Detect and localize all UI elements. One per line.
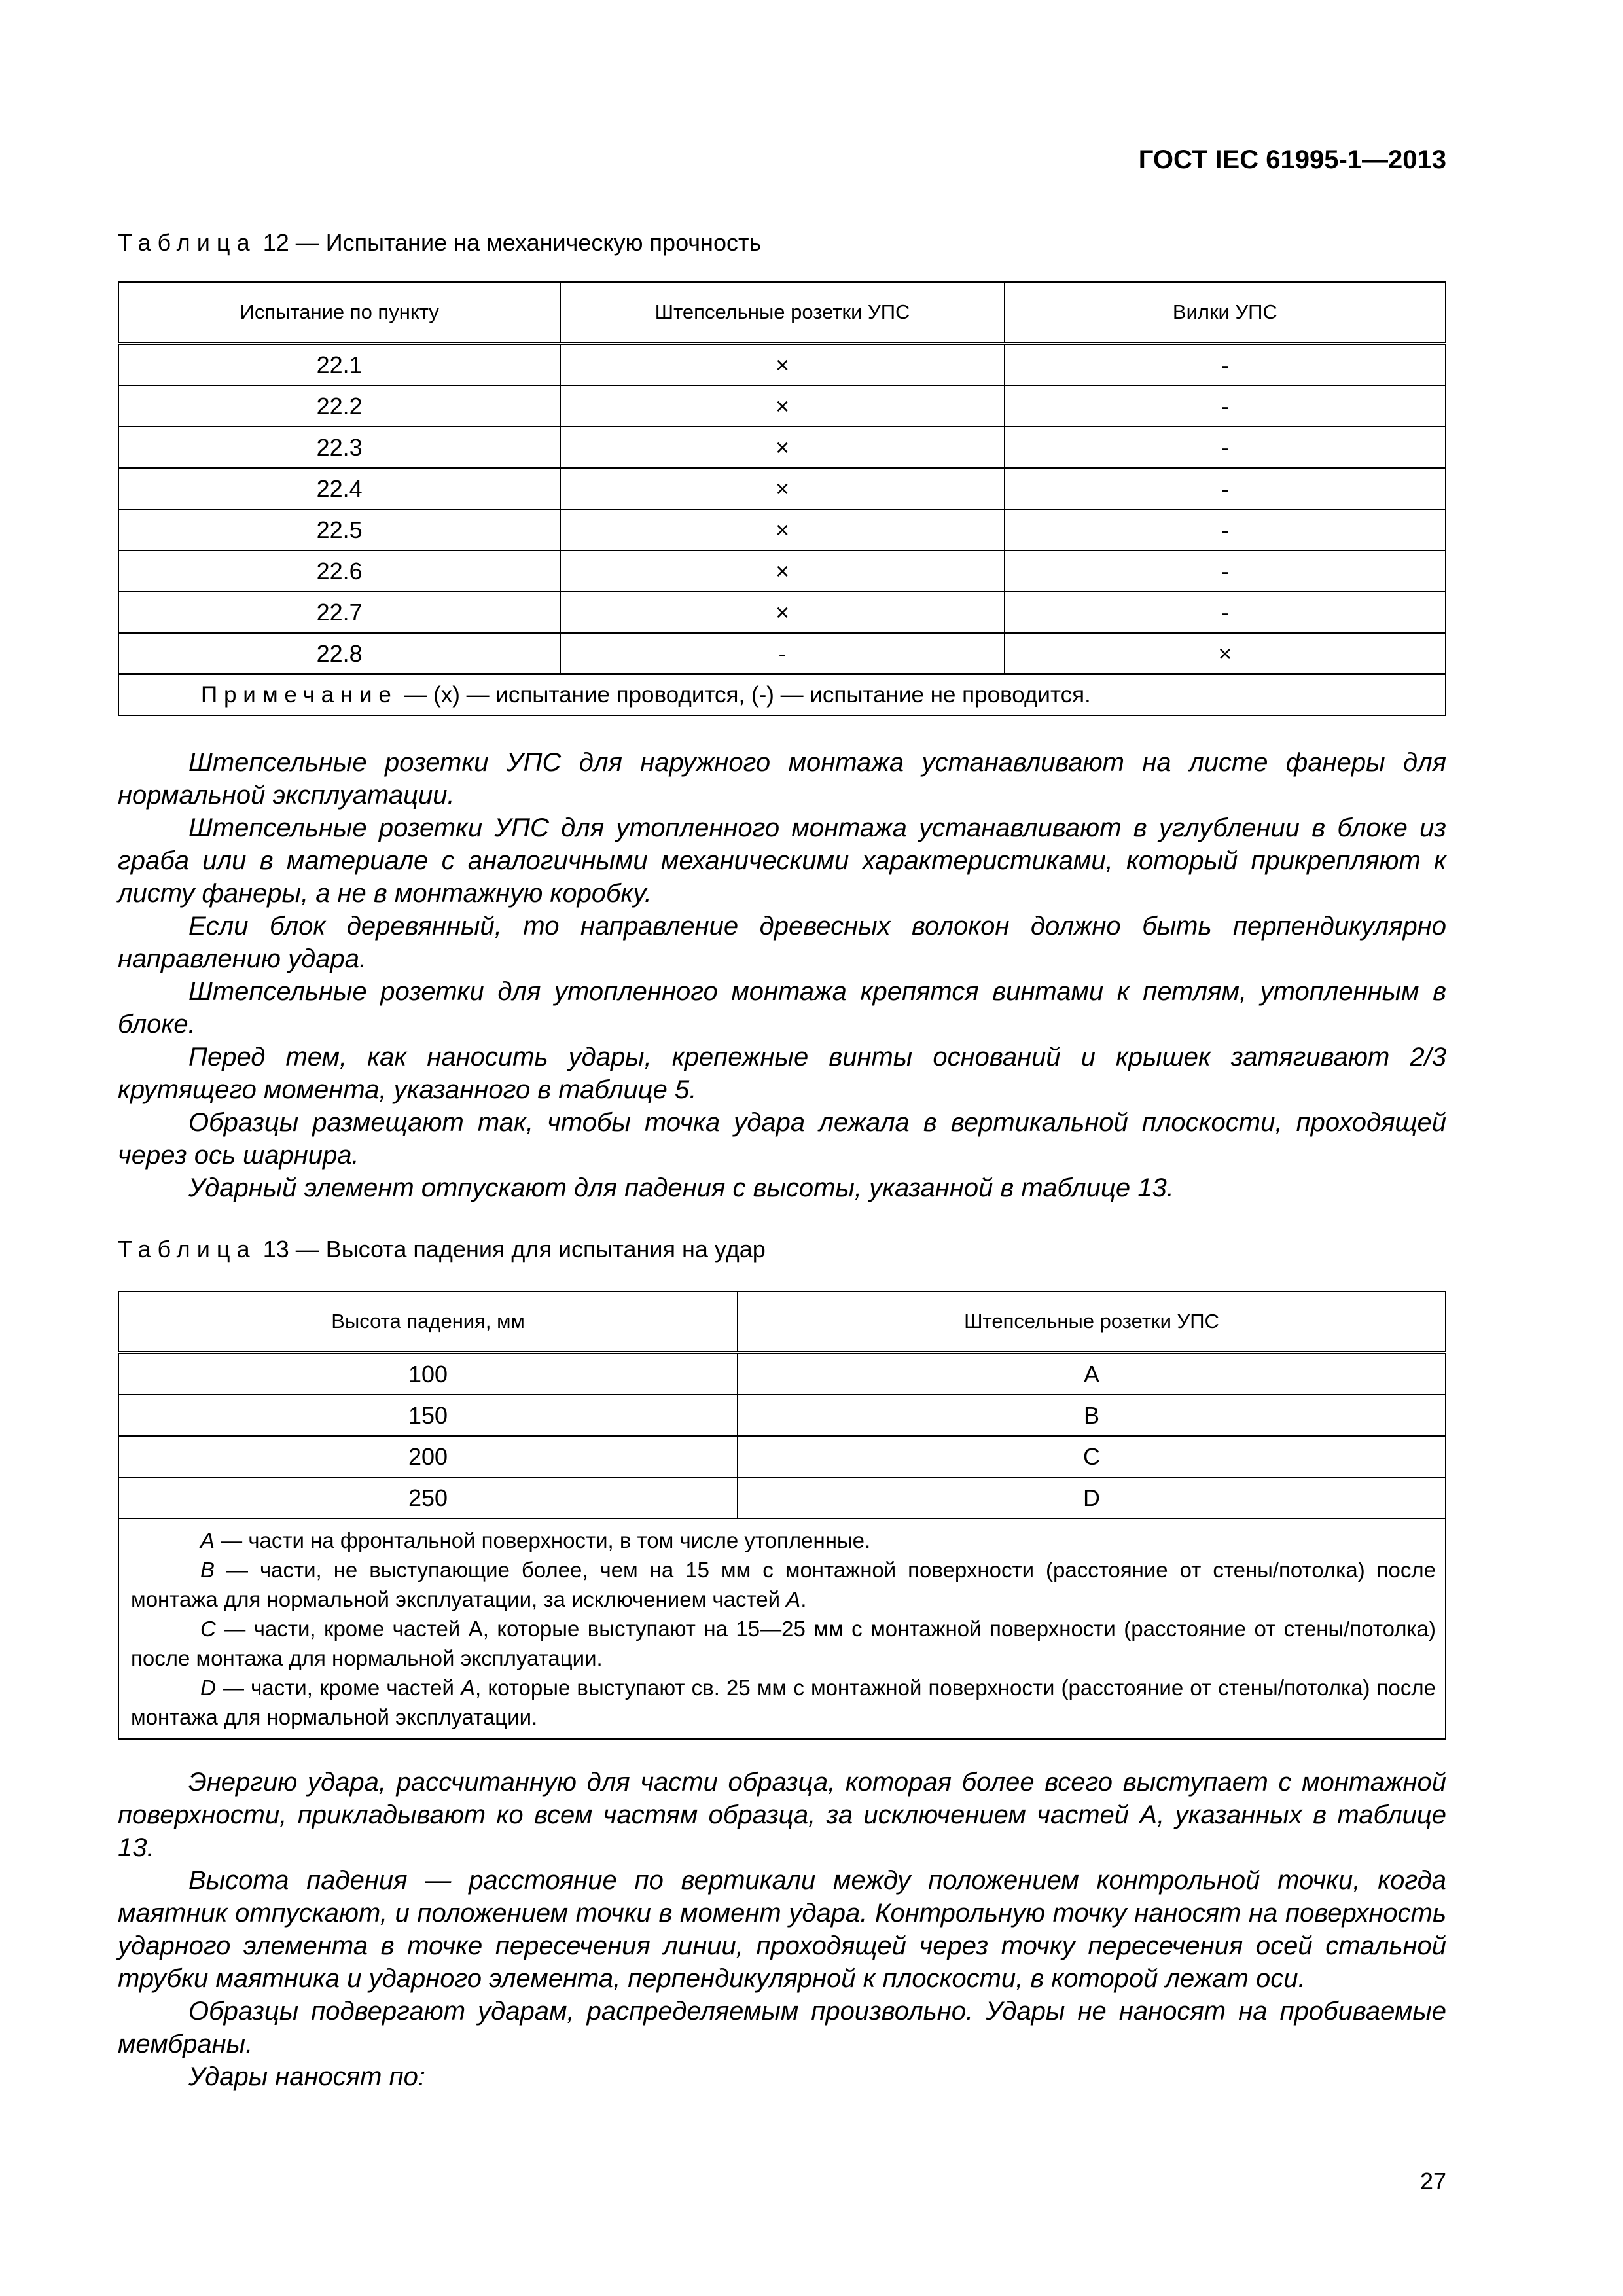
table-notes-row [118, 1518, 1446, 1739]
table-13 [118, 1291, 1446, 1740]
document-code: ГОСТ IEC 61995-1—2013 [1138, 145, 1446, 174]
table-row [118, 344, 1446, 386]
table-cell: - [1005, 427, 1446, 468]
table-row [118, 1436, 1446, 1477]
table-cell: - [560, 633, 1004, 674]
table-cell: × [560, 344, 1004, 386]
table-cell: C [738, 1436, 1446, 1477]
paragraph: Высота падения — расстояние по вертикали между положением контрольной точки, когда маятник отпускают, и положением точки в момент удара. Контрольную точку наносят на поверхность ударного элемента в точке пересечения линии, проходящей через точку пересечения осей стальной трубки маятника и ударного элемента, перпендикулярной к плоскости, в которой лежат оси. [118, 1866, 1446, 1993]
column-header: Штепсельные розетки УПС [560, 282, 1004, 344]
table-cell: × [560, 509, 1004, 550]
table-note-row [118, 674, 1446, 715]
table-cell: 22.4 [118, 468, 560, 509]
body-text-1 [118, 746, 1446, 1204]
paragraph: Перед тем, как наносить удары, крепежные винты оснований и крышек затягивают 2/3 крутящего момента, указанного в таблице 5. [118, 1043, 1446, 1104]
table-row [118, 509, 1446, 550]
table-12-caption-text: 12 — Испытание на механическую прочность [256, 229, 762, 256]
table-cell: - [1005, 509, 1446, 550]
table-cell: 22.8 [118, 633, 560, 674]
table-row [118, 1477, 1446, 1518]
table-cell: 250 [118, 1477, 738, 1518]
table-cell: - [1005, 468, 1446, 509]
note-letter: B [200, 1558, 215, 1582]
table-cell: × [560, 427, 1004, 468]
table-row [118, 550, 1446, 592]
note-line [131, 1614, 1436, 1673]
paragraph: Образцы подвергают ударам, распределяемым произвольно. Удары не наносят на пробиваемые мембраны. [118, 1997, 1446, 2058]
table-row [118, 633, 1446, 674]
table-13-caption [118, 1236, 766, 1263]
table-cell: × [560, 468, 1004, 509]
paragraph: Энергию удара, рассчитанную для части образца, которая более всего выступает с монтажной поверхности, прикладывают ко всем частям образца, за исключением частей А, указанных в таблице 13. [118, 1768, 1446, 1862]
table-12-caption-word: Таблица [118, 229, 257, 256]
note-line-tail: , которые выступают св. 25 мм с монтажной поверхности (расстояние от стены/потолка) после монтажа для нормальной эксплуатации. [131, 1676, 1436, 1729]
note-line [131, 1526, 1436, 1555]
table-12 [118, 281, 1446, 716]
paragraph: Удары наносят по: [188, 2062, 425, 2091]
note-line-text: — части на фронтальной поверхности, в том числе утопленные. [215, 1528, 871, 1552]
note-letter: D [200, 1676, 216, 1700]
table-cell: - [1005, 550, 1446, 592]
table-cell: 22.7 [118, 592, 560, 633]
table-cell: × [560, 386, 1004, 427]
table-cell: × [1005, 633, 1446, 674]
paragraph: Образцы размещают так, чтобы точка удара лежала в вертикальной плоскости, проходящей через ось шарнира. [118, 1108, 1446, 1170]
table-header-row [118, 1291, 1446, 1353]
page-number: 27 [1419, 2168, 1446, 2195]
paragraph: Ударный элемент отпускают для падения с высоты, указанной в таблице 13. [188, 1174, 1174, 1202]
note-line-text: — части, не выступающие более, чем на 15 мм с монтажной поверхности (расстояние от стены/потолка) после монтажа для нормальной эксплуатации, за исключением частей [131, 1558, 1436, 1611]
table-cell: - [1005, 386, 1446, 427]
paragraph: Если блок деревянный, то направление древесных волокон должно быть перпендикулярно направлению удара. [118, 912, 1446, 973]
table-cell: 150 [118, 1395, 738, 1436]
table-notes [118, 1518, 1446, 1739]
table-row [118, 592, 1446, 633]
table-cell: A [738, 1353, 1446, 1395]
body-text-2 [118, 1766, 1446, 2093]
table-cell: 100 [118, 1353, 738, 1395]
note-line-text: — части, кроме частей А, которые выступают на 15—25 мм с монтажной поверхности (расстояние от стены/потолка) после монтажа для нормальной эксплуатации. [131, 1617, 1436, 1670]
table-cell: 22.2 [118, 386, 560, 427]
column-header: Вилки УПС [1005, 282, 1446, 344]
column-header: Штепсельные розетки УПС [738, 1291, 1446, 1353]
note-word: Примечание [201, 681, 398, 708]
note-text: — (x) — испытание проводится, (-) — испытание не проводится. [397, 681, 1091, 708]
table-cell: D [738, 1477, 1446, 1518]
table-cell: 22.3 [118, 427, 560, 468]
note-letter: A [200, 1528, 215, 1552]
table-row [118, 1395, 1446, 1436]
note-letter: A [461, 1676, 476, 1700]
table-row [118, 386, 1446, 427]
table-cell: - [1005, 592, 1446, 633]
table-cell: 200 [118, 1436, 738, 1477]
column-header: Испытание по пункту [118, 282, 560, 344]
table-cell: × [560, 550, 1004, 592]
table-cell: × [560, 592, 1004, 633]
note-line [131, 1555, 1436, 1614]
table-cell: B [738, 1395, 1446, 1436]
note-line-tail: . [800, 1587, 807, 1611]
table-12-caption [118, 229, 761, 257]
column-header: Высота падения, мм [118, 1291, 738, 1353]
table-cell: 22.1 [118, 344, 560, 386]
paragraph: Штепсельные розетки УПС для утопленного монтажа устанавливают в углублении в блоке из граба или в материале с аналогичными механическими характеристиками, который прикрепляют к листу фанеры, а не в монтажную коробку. [118, 814, 1446, 908]
paragraph: Штепсельные розетки УПС для наружного монтажа устанавливают на листе фанеры для нормальной эксплуатации. [118, 748, 1446, 810]
table-cell: - [1005, 344, 1446, 386]
table-cell: 22.6 [118, 550, 560, 592]
table-header-row [118, 282, 1446, 344]
table-row [118, 427, 1446, 468]
table-13-caption-text: 13 — Высота падения для испытания на удар [256, 1236, 766, 1263]
note-line-text: — части, кроме частей [215, 1676, 461, 1700]
table-note [118, 674, 1446, 715]
note-letter: A [786, 1587, 801, 1611]
paragraph: Штепсельные розетки для утопленного монтажа крепятся винтами к петлям, утопленным в блоке. [118, 977, 1446, 1039]
table-row [118, 468, 1446, 509]
table-13-caption-word: Таблица [118, 1236, 257, 1263]
note-line [131, 1673, 1436, 1732]
table-cell: 22.5 [118, 509, 560, 550]
note-letter: C [200, 1617, 216, 1641]
table-row [118, 1353, 1446, 1395]
